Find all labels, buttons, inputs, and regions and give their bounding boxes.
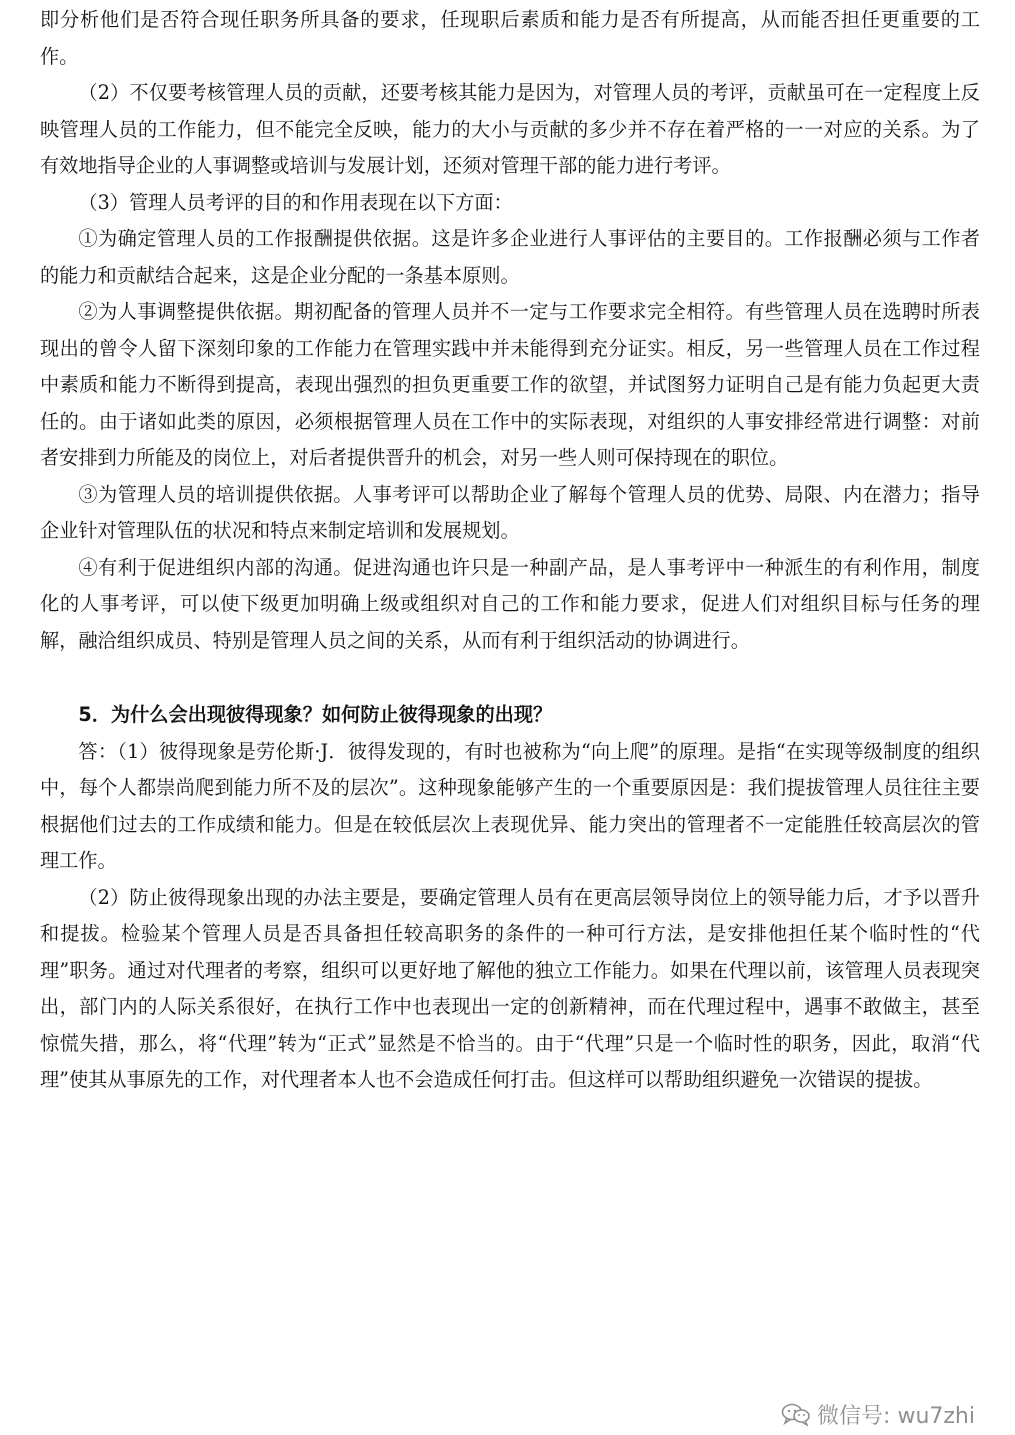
paragraph-item-3: ③为管理人员的培训提供依据。人事考评可以帮助企业了解每个管理人员的优势、局限、内在潜力；指导企业针对管理队伍的状况和特点来制定培训和发展规划。 xyxy=(40,482,980,542)
question-heading: 5．为什么会出现彼得现象？如何防止彼得现象的出现？ xyxy=(78,703,553,726)
paragraph-item-1: ①为确定管理人员的工作报酬提供依据。这是许多企业进行人事评估的主要目的。工作报酬必须与工作者的能力和贡献结合起来，这是企业分配的一条基本原则。 xyxy=(40,227,980,287)
paragraph-item-2: ②为人事调整提供依据。期初配备的管理人员并不一定与工作要求完全相符。有些管理人员在选聘时所表现出的曾令人留下深刻印象的工作能力在管理实践中并未能得到充分证实。相反，另一些管理人员在工作过程中素质和能力不断得到提高，表现出强烈的担负更重要工作的欲望，并试图努力证明自己是有能力负起更大责任的。由于诸如此类的原因，必须根据管理人员在工作中的实际表现，对组织的人事安排经常进行调整：对前者安排到力所能及的岗位上，对后者提供晋升的机会，对另一些人则可保持现在的职位。 xyxy=(40,300,980,469)
wechat-icon xyxy=(781,1402,811,1426)
section-gap xyxy=(40,659,980,697)
answer-part-2: （2）防止彼得现象出现的办法主要是，要确定管理人员有在更高层领导岗位上的领导能力后，才予以晋升和提拔。检验某个管理人员是否具备担任较高职务的条件的一种可行方法，是安排他担任某个临时性的“代理”职务。通过对代理者的考察，组织可以更好地了解他的独立工作能力。如果在代理以前，该管理人员表现突出，部门内的人际关系很好，在执行工作中也表现出一定的创新精神，而在代理过程中，遇事不敢做主，甚至惊慌失措，那么，将“代理”转为“正式”显然是不恰当的。由于“代理”只是一个临时性的职务，因此，取消“代理”使其从事原先的工作，对代理者本人也不会造成任何打击。但这样可以帮助组织避免一次错误的提拔。 xyxy=(40,885,980,1091)
paragraph-point-2: （2）不仅要考核管理人员的贡献，还要考核其能力是因为，对管理人员的考评，贡献虽可在一定程度上反映管理人员的工作能力，但不能完全反映，能力的大小与贡献的多少并不存在着严格的一一对应的关系。为了有效地指导企业的人事调整或培训与发展计划，还须对管理干部的能力进行考评。 xyxy=(40,81,980,177)
answer-part-1: 答：（1）彼得现象是劳伦斯·J．彼得发现的，有时也被称为“向上爬”的原理。是指“在实现等级制度的组织中，每个人都崇尚爬到能力所不及的层次”。这种现象能够产生的一个重要原因是：我们提拔管理人员往往主要根据他们过去的工作成绩和能力。但是在较低层次上表现优异、能力突出的管理者不一定能胜任较高层次的管理工作。 xyxy=(40,739,980,872)
wechat-footer xyxy=(781,1401,975,1427)
document-page xyxy=(40,2,980,1099)
paragraph-item-4: ④有利于促进组织内部的沟通。促进沟通也许只是一种副产品，是人事考评中一种派生的有利作用，制度化的人事考评，可以使下级更加明确上级或组织对自己的工作和能力要求，促进人们对组织目标与任务的理解，融洽组织成员、特别是管理人员之间的关系，从而有利于组织活动的协调进行。 xyxy=(40,555,980,652)
paragraph-continuation: 即分析他们是否符合现任职务所具备的要求，任现职后素质和能力是否有所提高，从而能否担任更重要的工作。 xyxy=(40,8,980,68)
paragraph-point-3-heading: （3）管理人员考评的目的和作用表现在以下方面： xyxy=(78,190,513,214)
wechat-id-label: 微信号: wu7zhi xyxy=(817,1403,975,1429)
